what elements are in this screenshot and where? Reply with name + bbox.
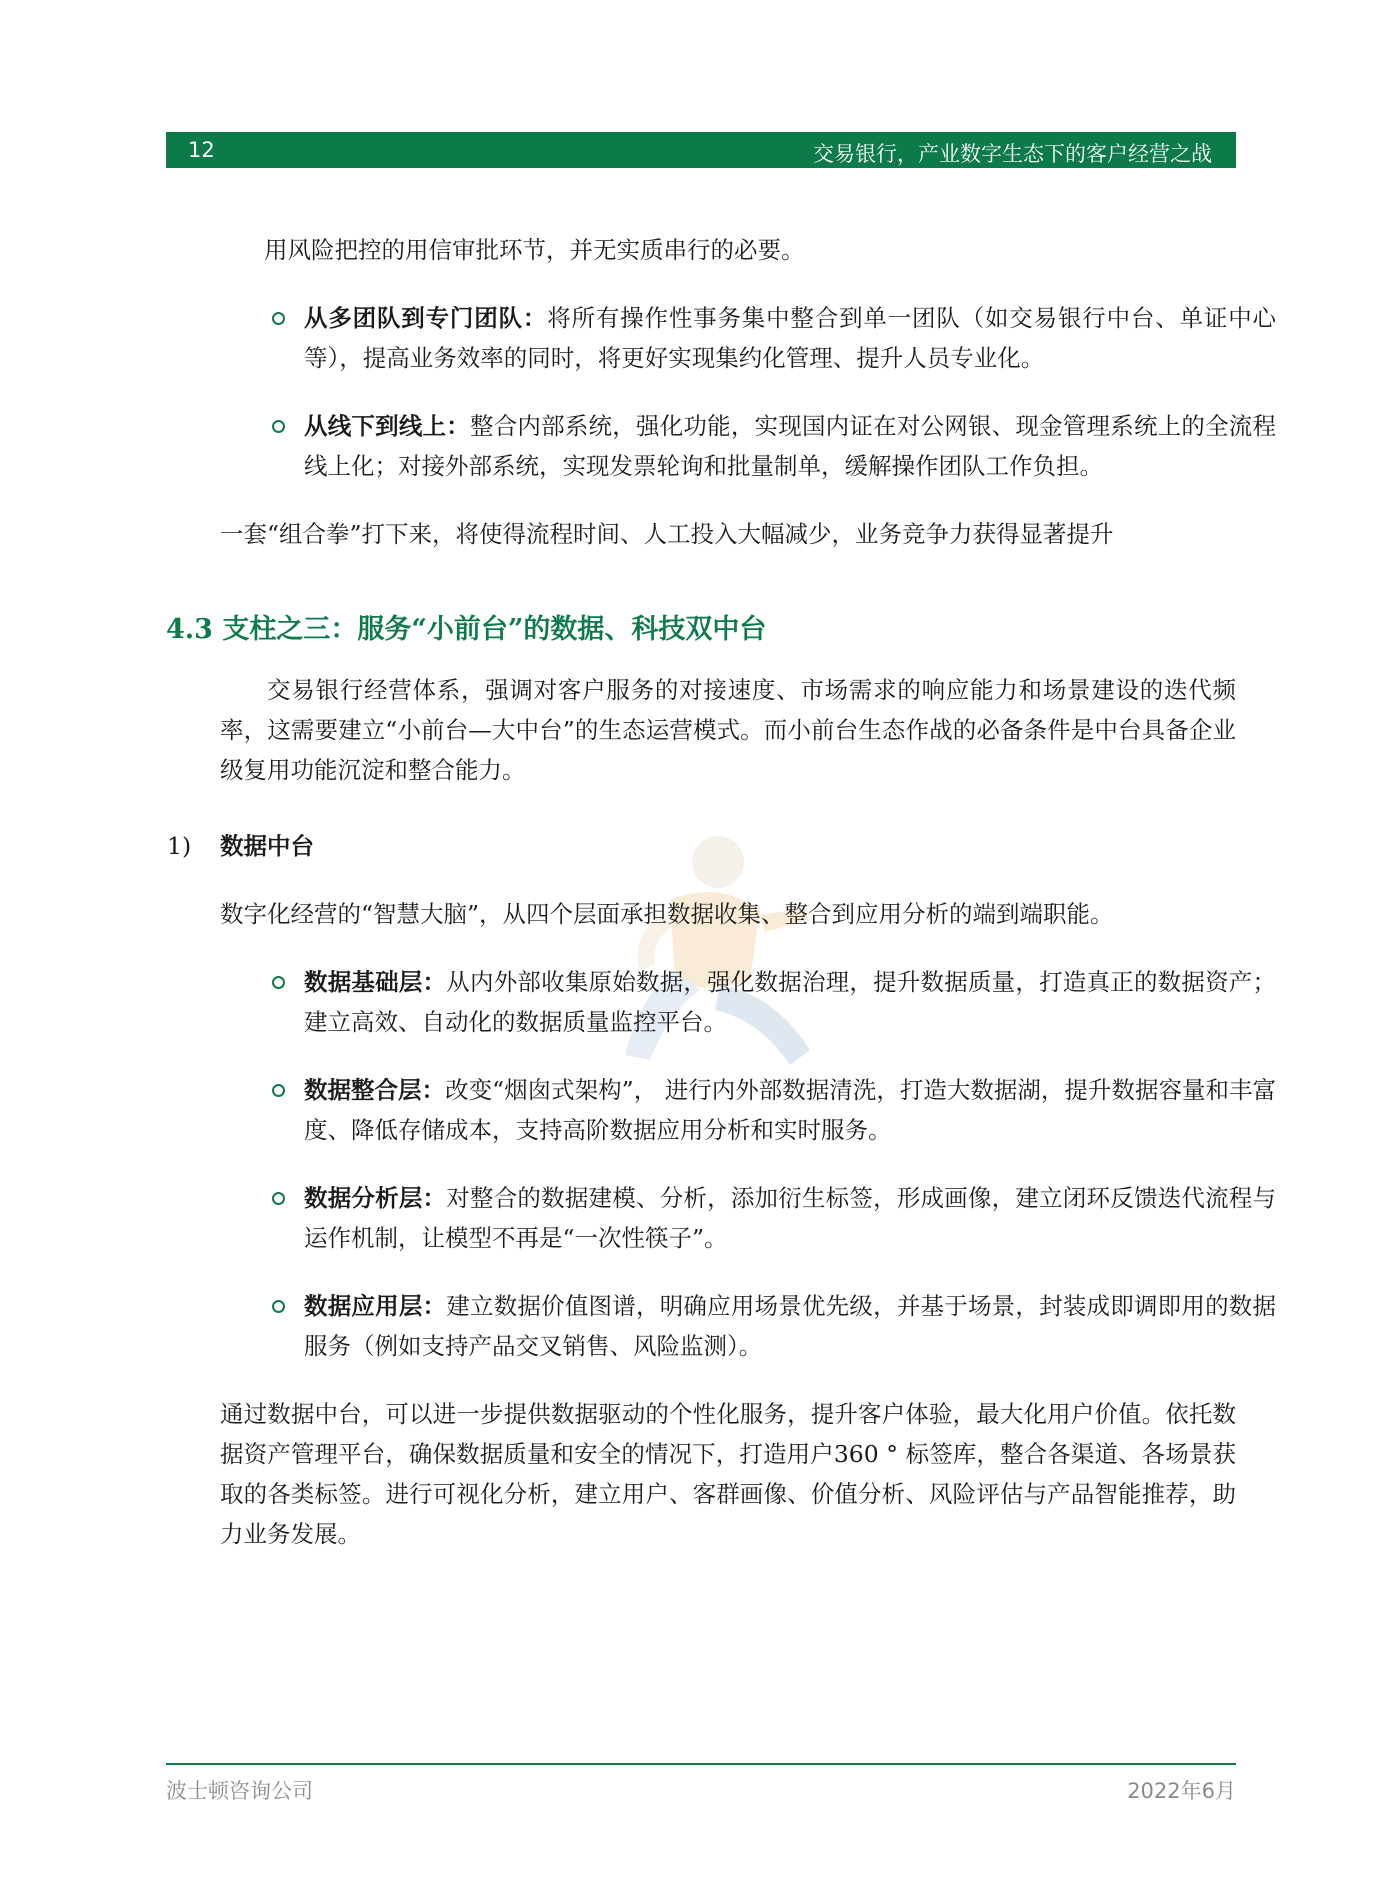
- header-title: 交易银行，产业数字生态下的客户经营之战: [813, 142, 1212, 166]
- list-item: [264, 298, 1276, 378]
- bullet-label: 数据基础层：: [304, 968, 447, 996]
- content-area: [166, 230, 1277, 1554]
- summary-paragraph: 一套“组合拳”打下来，将使得流程时间、人工投入大幅减少，业务竞争力获得显著提升: [220, 520, 1114, 548]
- bullet-label: 从线下到线上：: [304, 412, 470, 440]
- list-item: [264, 1178, 1276, 1258]
- bullet-circle-icon: [272, 1192, 285, 1205]
- section-heading: 4.3 支柱之三：服务“小前台”的数据、科技双中台: [166, 614, 767, 645]
- footer-company: 波士顿咨询公司: [166, 1779, 313, 1803]
- subsection-lead-paragraph: 数字化经营的“智慧大脑”，从四个层面承担数据收集、整合到应用分析的端到端职能。: [220, 900, 1114, 928]
- bullet-label: 从多团队到专门团队：: [304, 304, 548, 332]
- bullet-text: 将所有操作性事务集中整合到单一团队（如交易银行中台、单证中心等），提高业务效率的同时，将更好实现集约化管理、提升人员专业化。: [304, 304, 1277, 372]
- list-item: [264, 1070, 1276, 1150]
- bullet-text: 整合内部系统，强化功能，实现国内证在对公网银、现金管理系统上的全流程线上化；对接外部系统，实现发票轮询和批量制单，缓解操作团队工作负担。: [304, 412, 1277, 480]
- list-item: [264, 406, 1276, 486]
- bullet-circle-icon: [272, 976, 285, 989]
- bullet-label: 数据分析层：: [304, 1184, 447, 1212]
- list-item: [264, 1286, 1276, 1366]
- header-bar: [166, 132, 1236, 168]
- bullet-label: 数据应用层：: [304, 1292, 447, 1320]
- subsection-heading: [167, 826, 1236, 866]
- bullet-circle-icon: [272, 420, 285, 433]
- closing-paragraph: 通过数据中台，可以进一步提供数据驱动的个性化服务，提升客户体验，最大化用户价值。依托数据资产管理平台，确保数据质量和安全的情况下，打造用户360 ° 标签库，整合各渠道、各场景获取的各类标签。进行可视化分析，建立用户、客群画像、价值分析、风险评估与产品智能推荐，助力业务发展。: [220, 1400, 1236, 1548]
- section-intro-paragraph: 交易银行经营体系，强调对客户服务的对接速度、市场需求的响应能力和场景建设的迭代频率，这需要建立“小前台—大中台”的生态运营模式。而小前台生态作战的必备条件是中台具备企业级复用功能沉淀和整合能力。: [220, 676, 1236, 784]
- bullet-text: 建立数据价值图谱，明确应用场景优先级，并基于场景，封装成即调即用的数据服务（例如支持产品交叉销售、风险监测）。: [304, 1292, 1277, 1360]
- footer-date: 2022年6月: [1127, 1779, 1236, 1803]
- bullet-text: 对整合的数据建模、分析，添加衍生标签，形成画像，建立闭环反馈迭代流程与运作机制，让模型不再是“一次性筷子”。: [304, 1184, 1277, 1252]
- bullet-text: 从内外部收集原始数据，强化数据治理，提升数据质量，打造真正的数据资产；建立高效、自动化的数据质量监控平台。: [304, 968, 1277, 1036]
- footer-divider: [166, 1763, 1236, 1765]
- subsection-title: 数据中台: [220, 832, 314, 860]
- list-item: [264, 962, 1276, 1042]
- bullet-circle-icon: [272, 1300, 285, 1313]
- subsection-number: 1): [167, 832, 192, 860]
- continued-paragraph: 用风险把控的用信审批环节，并无实质串行的必要。: [264, 236, 805, 264]
- page-number: 12: [188, 138, 215, 162]
- bullet-text: 改变“烟囱式架构”， 进行内外部数据清洗，打造大数据湖，提升数据容量和丰富度、降低存储成本，支持高阶数据应用分析和实时服务。: [304, 1076, 1277, 1144]
- bullet-circle-icon: [272, 312, 285, 325]
- bullet-label: 数据整合层：: [304, 1076, 446, 1104]
- bullet-circle-icon: [272, 1084, 285, 1097]
